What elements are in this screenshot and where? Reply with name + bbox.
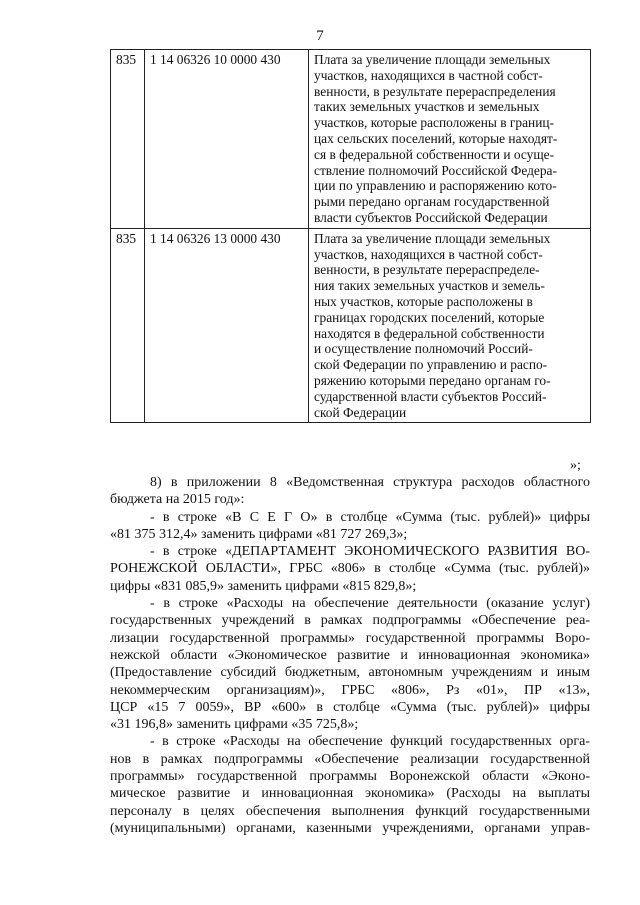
budget-code-cell: 1 14 06326 10 0000 430: [145, 50, 309, 229]
description-line: таких земельных участков и земельных: [314, 99, 540, 115]
description-line: рыми передано органам государственной: [314, 194, 550, 210]
item-functions: [110, 733, 590, 837]
text-line: «81 375 312,4» заменить цифрами «81 727 269,3»;: [110, 526, 408, 542]
text-line: мическое развитие и инновационная экономика» (Расходы на выплаты: [110, 786, 590, 802]
text-line: РОНЕЖСКОЙ ОБЛАСТИ», ГРБС «806» в столбце «Сумма (тыс. рублей)»: [110, 561, 590, 577]
text-line: государственных учреждений в рамках подпрограммы «Обеспечение реа-: [110, 613, 590, 629]
text-line: (Предоставление субсидий бюджетным, автономным учреждениям и иным: [110, 665, 590, 681]
description-cell: [309, 50, 591, 229]
description-line: ных участков, которые расположены в: [314, 293, 533, 309]
item-vsego: [110, 509, 590, 544]
amendment-text: [110, 474, 590, 837]
table-row: [111, 228, 591, 423]
budget-code-table: [110, 49, 591, 423]
text-line: «31 196,8» заменить цифрами «35 725,8»;: [110, 717, 359, 733]
description-line: власти субъектов Российской Федерации: [314, 209, 548, 225]
text-line: нежской области «Экономическое развитие и инновационная экономика»: [110, 647, 590, 663]
description-line: ряжению которыми передано органам го-: [314, 372, 551, 388]
description-line: ской Федерации: [314, 404, 407, 420]
closing-quote: »;: [570, 458, 581, 473]
description-line: ции по управлению и распоряжению кото-: [314, 178, 557, 194]
description-line: участков, находящихся в частной собст-: [314, 246, 543, 262]
text-line: - в строке «В С Е Г О» в столбце «Сумма (тыс. рублей)» цифры: [150, 509, 590, 525]
description-line: ся в федеральной собственности и осуще-: [314, 146, 555, 162]
description-line: венности, в результате перераспределения: [314, 83, 556, 99]
text-line: ЦСР «15 7 0059», ВР «600» в столбце «Сумма (тыс. рублей)» цифры: [110, 699, 590, 715]
description-line: участков, находящихся в частной собст-: [314, 67, 543, 83]
text-line: - в строке «Расходы на обеспечение функций государственных орга-: [150, 734, 590, 750]
description-line: венности, в результате перераспределе-: [314, 262, 540, 278]
budget-code-cell: 1 14 06326 13 0000 430: [145, 228, 309, 423]
page-number: 7: [316, 28, 324, 44]
description-line: ния таких земельных участков и земель-: [314, 278, 545, 294]
description-line: находятся в федеральной собственности: [314, 325, 545, 341]
paragraph-8: [110, 474, 590, 509]
text-line: 8) в приложении 8 «Ведомственная структура расходов областного: [150, 475, 590, 490]
description-cell: [309, 228, 591, 423]
text-line: лизации государственной программы» государственной программы Воро-: [110, 630, 590, 646]
text-line: - в строке «ДЕПАРТАМЕНТ ЭКОНОМИЧЕСКОГО РАЗВИТИЯ ВО-: [150, 544, 590, 560]
description-line: ствление полномочий Российской Федера-: [314, 162, 557, 178]
description-line: Плата за увеличение площади земельных: [314, 52, 551, 67]
text-line: некоммерческим организациям)», ГРБС «806», Рз «01», ПР «13»,: [110, 682, 590, 698]
text-line: нов в рамках подпрограммы «Обеспечение реализации государственной: [110, 751, 590, 767]
gr-code-cell: 835: [111, 50, 145, 229]
text-line: бюджета на 2015 год»:: [110, 492, 245, 508]
description-line: и осуществление полномочий Россий-: [314, 341, 533, 357]
description-line: границах городских поселений, которые: [314, 309, 545, 325]
description-line: сударственной власти субъектов Россий-: [314, 388, 547, 404]
item-department: [110, 543, 590, 595]
description-line: Плата за увеличение площади земельных: [314, 230, 551, 246]
text-line: - в строке «Расходы на обеспечение деятельности (оказание услуг): [150, 596, 590, 612]
text-line: персоналу в целях обеспечения выполнения функций государственными: [110, 803, 590, 819]
text-line: (муниципальными) органами, казенными учреждениями, органами управ-: [110, 820, 590, 836]
table-row: [111, 50, 591, 229]
description-line: цах сельских поселений, которые находят-: [314, 130, 558, 146]
text-line: цифры «831 085,9» заменить цифрами «815 829,8»;: [110, 578, 417, 594]
gr-code-cell: 835: [111, 228, 145, 423]
text-line: программы» государственной программы Воронежской области «Эконо-: [110, 769, 590, 785]
description-line: ской Федерации по управлению и распо-: [314, 357, 548, 373]
description-line: участков, которые расположены в границ-: [314, 115, 555, 131]
item-services: [110, 595, 590, 733]
